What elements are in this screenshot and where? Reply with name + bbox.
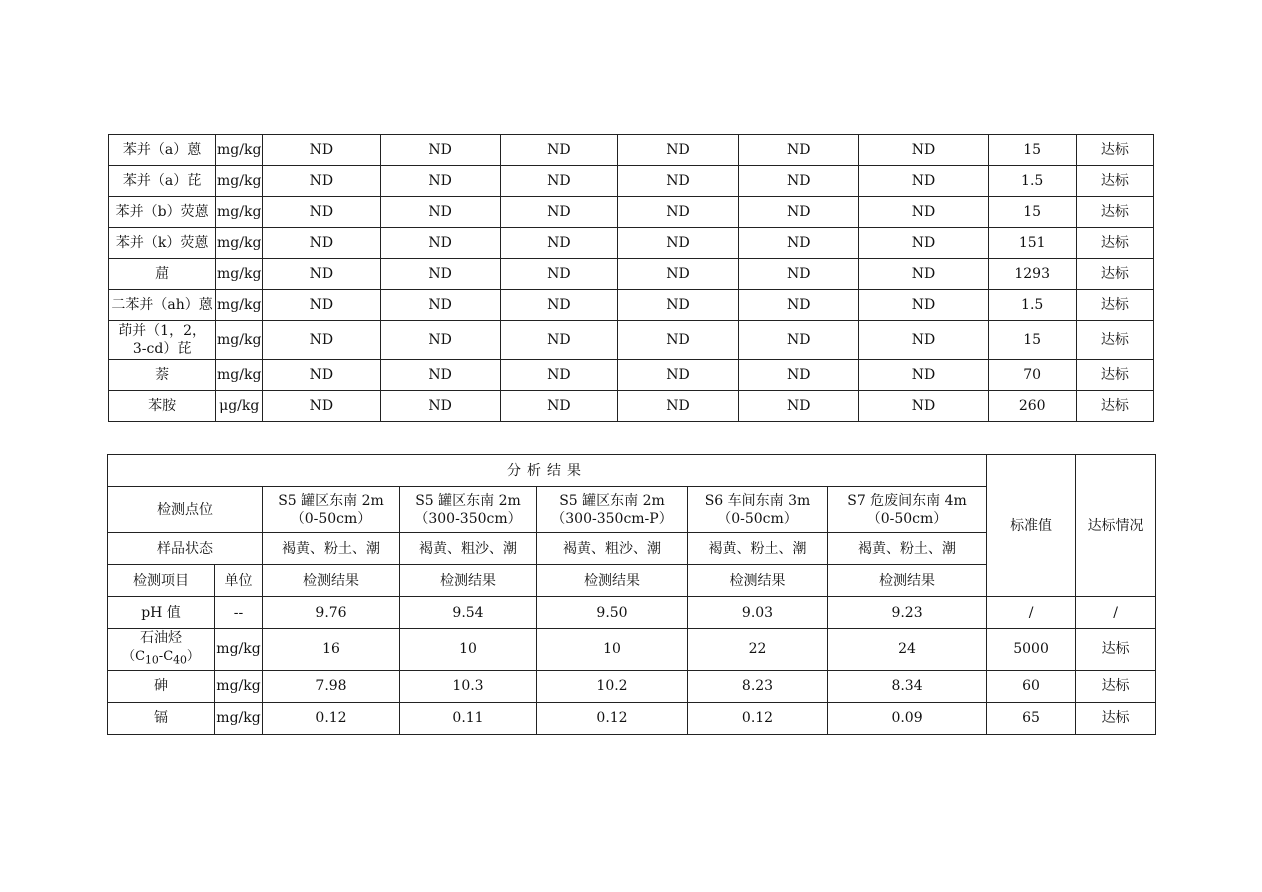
table-title: 分析结果 [108,455,987,487]
result-cell: ND [859,321,988,360]
point-header [537,487,688,533]
point-header [263,487,400,533]
result-cell: ND [859,228,988,259]
item-name: 二苯并（ah）蒽 [109,290,216,321]
standard-value: 15 [988,321,1076,360]
result-cell: ND [380,135,500,166]
standard-value: 5000 [987,629,1076,671]
item-name: 苯胺 [109,391,216,422]
point-label: 检测点位 [108,487,263,533]
compliance-status: 达标 [1076,197,1153,228]
table-row [109,135,1154,166]
pah-results-table [108,134,1154,422]
standard-value: 60 [987,670,1076,702]
result-cell: 9.03 [688,597,828,629]
result-cell: ND [617,290,738,321]
result-cell: 9.23 [828,597,987,629]
result-cell: ND [380,391,500,422]
result-cell: ND [617,321,738,360]
unit-header: 单位 [215,565,263,597]
result-cell: 10.3 [400,670,537,702]
result-cell: 22 [688,629,828,671]
result-cell: 16 [263,629,400,671]
result-cell: ND [380,321,500,360]
result-cell: ND [739,360,859,391]
item-name-line2 [122,649,200,667]
result-cell: ND [263,135,380,166]
compliance-status: 达标 [1076,629,1156,671]
result-cell: ND [263,360,380,391]
result-cell: 0.12 [537,702,688,734]
item-name: 砷 [108,670,215,702]
result-cell: 9.76 [263,597,400,629]
standard-value: 260 [988,391,1076,422]
result-cell: ND [617,228,738,259]
result-cell: ND [380,259,500,290]
item-name: 苯并（b）荧蒽 [109,197,216,228]
result-cell: ND [859,166,988,197]
state-label: 样品状态 [108,533,263,565]
result-cell: ND [380,228,500,259]
unit-cell: mg/kg [215,670,263,702]
result-cell: ND [263,321,380,360]
result-cell: ND [739,228,859,259]
result-cell: ND [739,391,859,422]
result-cell: 0.09 [828,702,987,734]
point-header [828,487,987,533]
result-cell: ND [859,259,988,290]
table-row [108,670,1156,702]
table-title-row [108,455,1156,487]
compliance-status: / [1076,597,1156,629]
standard-value: 1.5 [988,290,1076,321]
item-header: 检测项目 [108,565,215,597]
table-row [109,321,1154,360]
point-name: S5 罐区东南 2m [559,492,665,509]
compliance-status: 达标 [1076,702,1156,734]
result-cell: ND [739,321,859,360]
standard-value: 1293 [988,259,1076,290]
point-depth: （300-350cm-P） [551,510,673,527]
table-row [108,597,1156,629]
result-header: 检测结果 [828,565,987,597]
sample-state: 褐黄、粗沙、潮 [537,533,688,565]
result-cell: ND [739,197,859,228]
unit-cell: mg/kg [216,197,263,228]
unit-cell: mg/kg [216,290,263,321]
result-cell: ND [500,321,617,360]
item-name: 镉 [108,702,215,734]
item-name [109,321,216,360]
result-cell: ND [859,360,988,391]
formula-part: -C [158,649,174,664]
status-header: 达标情况 [1076,455,1156,597]
standard-value: 65 [987,702,1076,734]
result-cell: ND [617,135,738,166]
unit-cell: mg/kg [216,360,263,391]
sample-state: 褐黄、粉土、潮 [688,533,828,565]
result-cell: ND [617,360,738,391]
result-cell: ND [380,197,500,228]
compliance-status: 达标 [1076,166,1153,197]
standard-value: 151 [988,228,1076,259]
result-cell: ND [617,197,738,228]
result-cell: ND [500,391,617,422]
result-cell: ND [500,135,617,166]
table-row [109,391,1154,422]
result-header: 检测结果 [263,565,400,597]
result-cell: ND [500,360,617,391]
result-cell: ND [263,290,380,321]
standard-value: 1.5 [988,166,1076,197]
standard-value: 15 [988,197,1076,228]
result-cell: ND [739,290,859,321]
result-cell: ND [500,290,617,321]
result-cell: ND [380,290,500,321]
table-row [109,228,1154,259]
result-cell: ND [739,135,859,166]
result-header: 检测结果 [537,565,688,597]
result-cell: 7.98 [263,670,400,702]
result-cell: ND [263,391,380,422]
analysis-results-table [107,454,1156,735]
result-cell: ND [263,228,380,259]
unit-cell: mg/kg [216,259,263,290]
item-name: 苯并（k）荧蒽 [109,228,216,259]
result-cell: 10 [537,629,688,671]
result-cell: 24 [828,629,987,671]
table-row [109,166,1154,197]
unit-cell: mg/kg [216,321,263,360]
item-name-line1: 茚并（1，2， [118,323,207,339]
result-cell: 8.23 [688,670,828,702]
unit-cell: μg/kg [216,391,263,422]
item-name-line1: 石油烃 [140,630,182,646]
formula-subscript: 10 [145,653,159,667]
result-cell: ND [263,259,380,290]
point-header [400,487,537,533]
compliance-status: 达标 [1076,259,1153,290]
result-cell: ND [739,166,859,197]
compliance-status: 达标 [1076,670,1156,702]
result-cell: ND [263,197,380,228]
point-name: S6 车间东南 3m [704,492,811,509]
table-row [109,290,1154,321]
point-name: S7 危废间东南 4m [847,492,967,509]
item-name: 苯并（a）芘 [109,166,216,197]
standard-value: / [987,597,1076,629]
compliance-status: 达标 [1076,391,1153,422]
table-row [109,197,1154,228]
result-cell: ND [617,391,738,422]
standard-value: 15 [988,135,1076,166]
result-cell: 8.34 [828,670,987,702]
result-cell: ND [859,135,988,166]
result-cell: ND [500,197,617,228]
standard-value: 70 [988,360,1076,391]
result-header: 检测结果 [400,565,537,597]
result-cell: ND [617,166,738,197]
unit-cell: mg/kg [216,166,263,197]
result-cell: ND [500,228,617,259]
result-cell: ND [500,166,617,197]
point-name: S5 罐区东南 2m [415,492,521,509]
result-cell: ND [739,259,859,290]
formula-part: ） [186,649,200,664]
point-header [688,487,828,533]
result-cell: 10 [400,629,537,671]
item-name: 萘 [109,360,216,391]
result-cell: 0.12 [688,702,828,734]
point-name: S5 罐区东南 2m [278,492,384,509]
unit-cell: mg/kg [215,702,263,734]
point-depth: （300-350cm） [414,510,522,527]
item-name: 䓛 [109,259,216,290]
result-cell: ND [617,259,738,290]
point-depth: （0-50cm） [290,510,372,527]
compliance-status: 达标 [1076,360,1153,391]
table-row [108,702,1156,734]
item-name [108,629,215,671]
item-name: 苯并（a）蒽 [109,135,216,166]
unit-cell: mg/kg [215,629,263,671]
point-depth: （0-50cm） [866,510,948,527]
formula-subscript: 40 [173,653,187,667]
result-header: 检测结果 [688,565,828,597]
table-row [109,259,1154,290]
result-cell: ND [859,197,988,228]
result-cell: ND [380,166,500,197]
result-cell: ND [263,166,380,197]
compliance-status: 达标 [1076,135,1153,166]
unit-cell: mg/kg [216,135,263,166]
result-cell: ND [859,290,988,321]
table-row [108,629,1156,671]
result-cell: ND [380,360,500,391]
compliance-status: 达标 [1076,228,1153,259]
result-cell: 9.50 [537,597,688,629]
result-cell: ND [859,391,988,422]
result-cell: 10.2 [537,670,688,702]
compliance-status: 达标 [1076,290,1153,321]
compliance-status: 达标 [1076,321,1153,360]
item-name: pH 值 [108,597,215,629]
sample-state: 褐黄、粉土、潮 [828,533,987,565]
result-cell: ND [500,259,617,290]
result-cell: 9.54 [400,597,537,629]
unit-cell: -- [215,597,263,629]
standard-header: 标准值 [987,455,1076,597]
result-cell: 0.12 [263,702,400,734]
item-name-line2: 3-cd）芘 [132,341,192,357]
table-row [109,360,1154,391]
sample-state: 褐黄、粗沙、潮 [400,533,537,565]
result-cell: 0.11 [400,702,537,734]
formula-part: （C [122,649,146,664]
point-depth: （0-50cm） [717,510,798,527]
unit-cell: mg/kg [216,228,263,259]
sample-state: 褐黄、粉土、潮 [263,533,400,565]
